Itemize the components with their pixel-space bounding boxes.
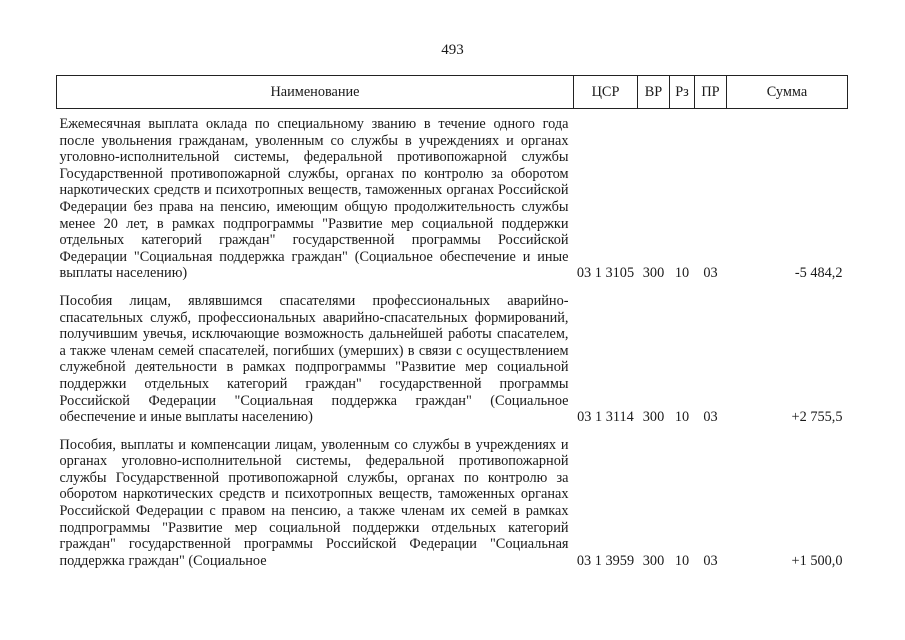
table-row <box>57 109 848 293</box>
table-row <box>57 293 848 437</box>
row-pr: 03 <box>703 265 718 282</box>
row-vr: 300 <box>642 265 665 282</box>
header-csr: ЦСР <box>574 76 638 109</box>
row-vr: 300 <box>642 409 665 426</box>
row-csr: 03 1 3959 <box>576 552 635 569</box>
budget-table <box>56 75 848 580</box>
row-sum: +1 500,0 <box>791 552 843 569</box>
header-name: Наименование <box>57 76 574 109</box>
row-pr: 03 <box>703 552 718 569</box>
row-name: Пособия, выплаты и компенсации лицам, уволенным со службы в учреждениях и органах уголовно-исполнительной системы, федеральной противопожарной службы Государственной противопожарной службы, органах по контролю за оборотом наркотических средств и психотропных веществ, таможенных органах Российской Федерации с правом на пенсию, а также членам их семей в рамках подпрограммы "Развитие мер социальной поддержки отдельных категорий граждан" государственной программы Российской Федерации "Социальная поддержка граждан" (Социальное <box>59 436 569 569</box>
row-vr: 300 <box>642 552 665 569</box>
page-number: 493 <box>441 42 464 58</box>
header-rz: Рз <box>670 76 695 109</box>
header-row <box>57 76 848 109</box>
row-sum: +2 755,5 <box>791 409 843 426</box>
row-csr: 03 1 3114 <box>577 409 634 426</box>
row-csr: 03 1 3105 <box>576 265 635 282</box>
table-header <box>57 76 848 109</box>
table-body <box>57 109 848 581</box>
row-name: Ежемесячная выплата оклада по специальному званию в течение одного года после увольнения гражданам, уволенным со службы в учреждениях и органах уголовно-исполнительной системы, федеральной противопожарной службы Государственной противопожарной службы, органах по контролю за оборотом наркотических средств и психотропных веществ, таможенных органах Российской Федерации без права на пенсию, имеющим общую продолжительность службы менее 20 лет, в рамках подпрограммы "Развитие мер социальной поддержки отдельных категорий граждан" государственной программы Российской Федерации "Социальная поддержка граждан" (Социальное обеспечение и иные выплаты населению) <box>59 116 569 282</box>
row-sum: -5 484,2 <box>794 265 843 282</box>
row-rz: 10 <box>674 552 690 569</box>
row-rz: 10 <box>674 265 690 282</box>
header-vr: ВР <box>638 76 670 109</box>
row-pr: 03 <box>703 409 718 426</box>
row-name: Пособия лицам, являвшимся спасателями профессиональных аварийно-спасательных служб, профессиональных аварийно-спасательных формирований, получившим увечья, исключающие возможность дальнейшей работы спасателем, а также членам семей спасателей, погибших (умерших) в связи с осуществлением служебной деятельности в рамках подпрограммы "Развитие мер социальной поддержки отдельных категорий граждан" государственной программы Российской Федерации "Социальная поддержка граждан" (Социальное обеспечение и иные выплаты населению) <box>59 292 569 426</box>
header-sum: Сумма <box>727 76 848 109</box>
table-row <box>57 437 848 581</box>
row-rz: 10 <box>674 409 690 426</box>
header-pr: ПР <box>695 76 727 109</box>
